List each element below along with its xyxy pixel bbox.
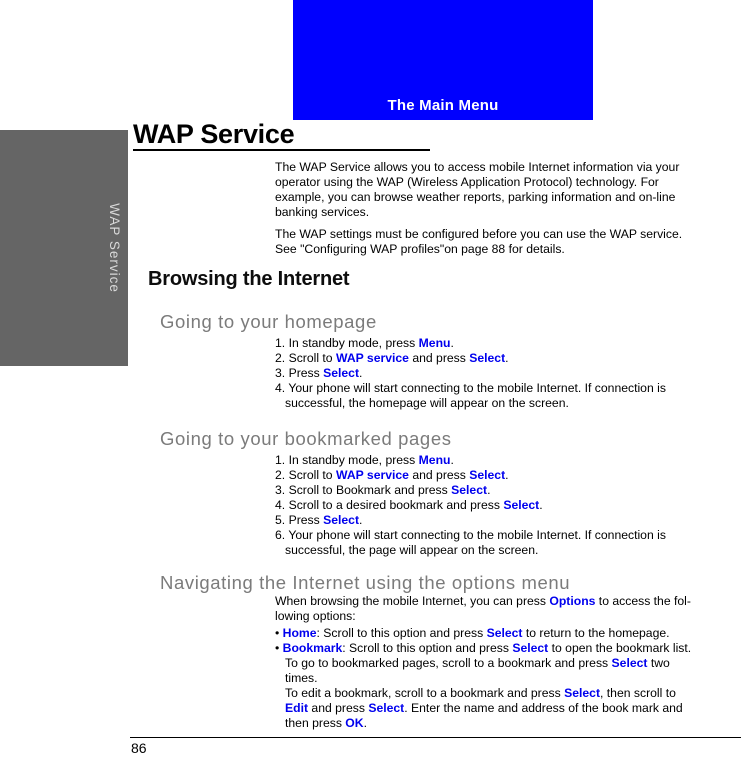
subsection-heading: Going to your homepage [160, 311, 377, 332]
keyword-text: Edit [285, 701, 309, 715]
paragraph: When browsing the mobile Internet, you can press Options to access the fol- lowing options: [275, 594, 691, 623]
list-item: 1. In standby mode, press Menu. [275, 453, 454, 467]
keyword-text: WAP service [335, 468, 409, 482]
main-menu-header-box [293, 0, 593, 120]
paragraph: The WAP settings must be configured before you can use the WAP service. See "Configuring WAP profiles"on page 88 for details. [275, 227, 683, 256]
keyword-text: Select [611, 656, 648, 670]
list-item: 4. Your phone will start connecting to the mobile Internet. If connection is successful, the homepage will appear on the screen. [275, 381, 666, 410]
numbered-list [275, 453, 741, 558]
list-item: 3. Press Select. [275, 366, 363, 380]
keyword-text: Select [469, 351, 506, 365]
footer-divider [130, 737, 741, 738]
main-content [131, 119, 741, 731]
list-item: • Bookmark: Scroll to this option and press Select to open the bookmark list. To go to bookmarked pages, scroll to a bookmark and press Select two times. To edit a bookmark, scroll to a bookmark and press Select, then scroll to Edit and press Select. Enter the name and address of the book mark and then press OK. [275, 641, 692, 730]
bulleted-list [275, 626, 741, 731]
numbered-list [275, 336, 741, 411]
content-flow [131, 160, 741, 731]
main-menu-header-label: The Main Menu [387, 97, 499, 114]
chapter-side-tab-label: WAP Service [107, 203, 122, 293]
list-item: 6. Your phone will start connecting to the mobile Internet. If connection is successful, the page will appear on the screen. [275, 528, 666, 557]
keyword-text: Options [549, 594, 596, 608]
list-item: 2. Scroll to WAP service and press Select. [275, 351, 509, 365]
page-number: 86 [131, 740, 147, 756]
keyword-text: Select [451, 483, 488, 497]
subsection-heading: Navigating the Internet using the options menu [160, 572, 571, 593]
page-title: WAP Service [133, 119, 430, 151]
keyword-text: Select [469, 468, 506, 482]
keyword-text: Select [512, 641, 549, 655]
keyword-text: OK [345, 716, 364, 730]
keyword-text: Select [564, 686, 601, 700]
list-item: 1. In standby mode, press Menu. [275, 336, 454, 350]
keyword-text: WAP service [335, 351, 409, 365]
subsection-heading: Going to your bookmarked pages [160, 428, 452, 449]
list-item: 3. Scroll to Bookmark and press Select. [275, 483, 491, 497]
keyword-text: Select [503, 498, 540, 512]
list-item: 2. Scroll to WAP service and press Select. [275, 468, 509, 482]
list-item: 5. Press Select. [275, 513, 363, 527]
keyword-text: Menu [418, 453, 451, 467]
keyword-text: Select [323, 366, 360, 380]
keyword-text: Bookmark [282, 641, 343, 655]
keyword-text: Home [282, 626, 317, 640]
keyword-text: Menu [418, 336, 451, 350]
paragraph: The WAP Service allows you to access mobile Internet information via your operator using the WAP (Wireless Application Protocol) technology. For example, you can browse weather reports, parking information and on-line banking services. [275, 160, 680, 219]
list-item: 4. Scroll to a desired bookmark and press Select. [275, 498, 543, 512]
keyword-text: Select [368, 701, 405, 715]
keyword-text: Select [486, 626, 523, 640]
chapter-side-tab [0, 130, 128, 366]
keyword-text: Select [323, 513, 360, 527]
section-heading: Browsing the Internet [148, 268, 350, 290]
list-item: • Home: Scroll to this option and press Select to return to the homepage. [275, 626, 670, 640]
